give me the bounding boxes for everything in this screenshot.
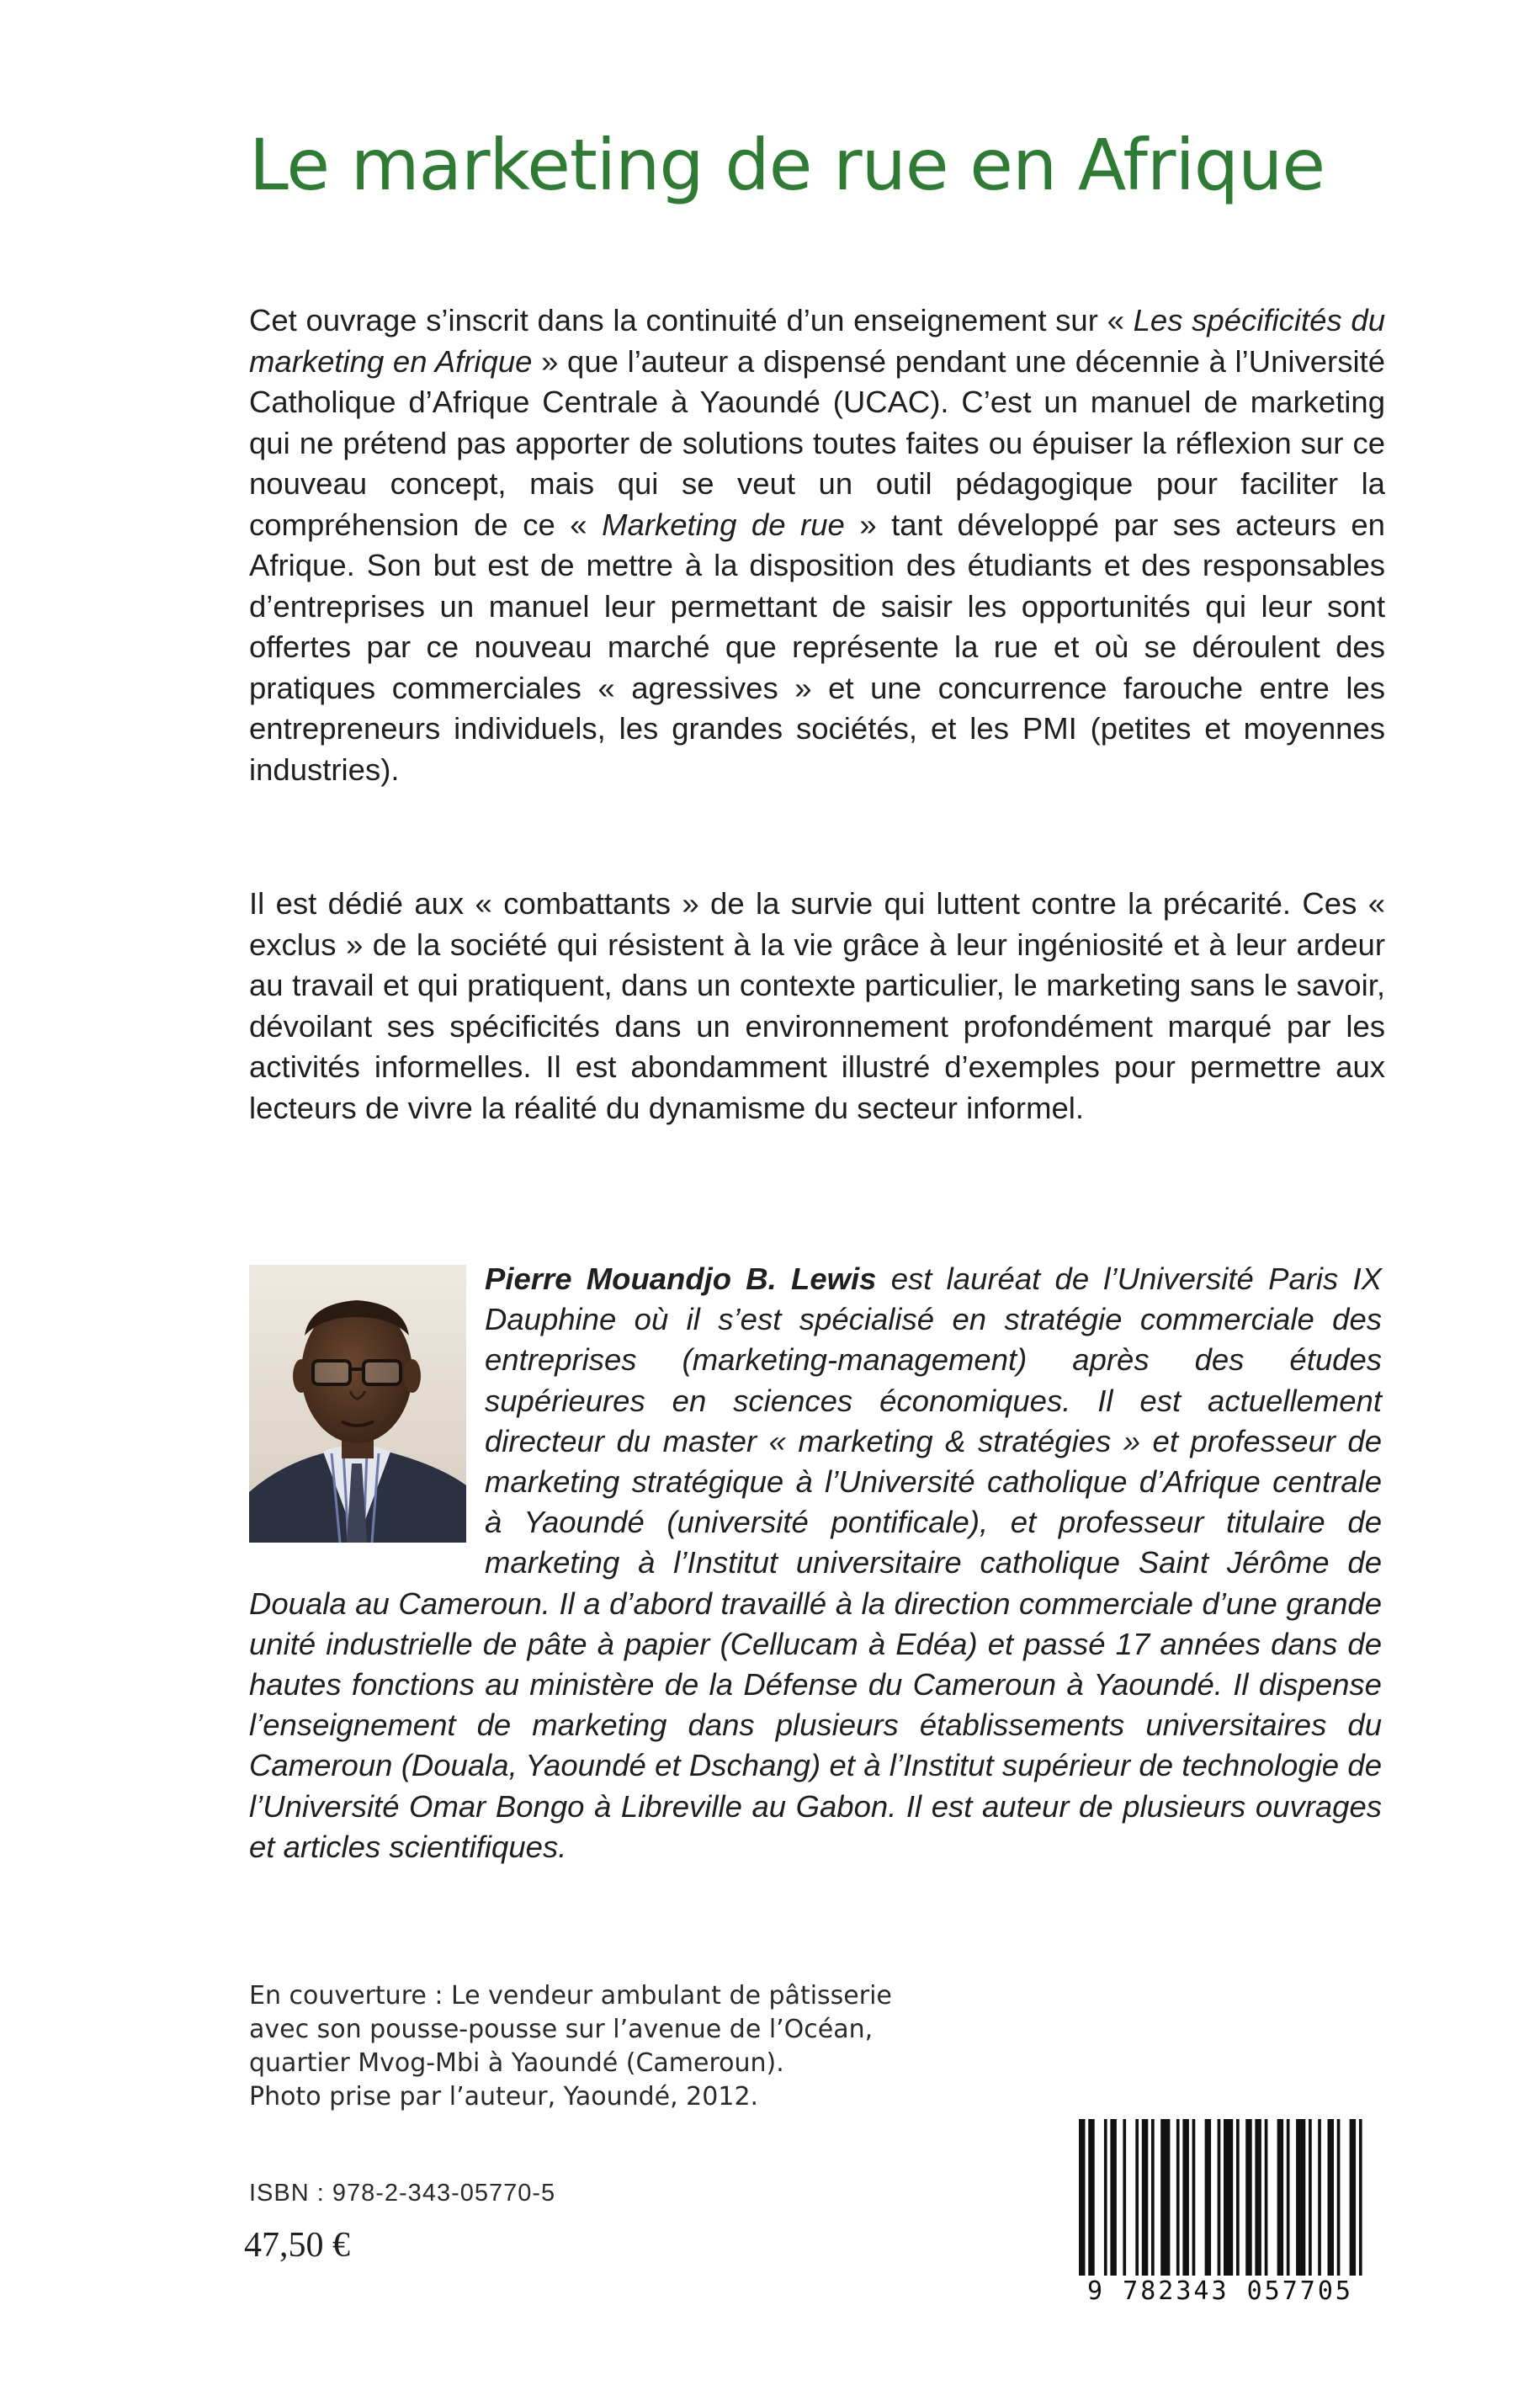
barcode-bar [1151, 2119, 1155, 2279]
barcode-bar [1318, 2119, 1321, 2279]
barcode-bar [1088, 2119, 1095, 2279]
barcode-bar [1350, 2119, 1357, 2279]
author-bio [249, 1259, 1382, 1867]
description-text: » tant développé par ses acteurs en Afrique. Son but est de mettre à la disposition des étudiants et des responsables d’entreprises un manuel leur permettant de saisir les opportunités qui leur sont offertes par ce nouveau marché que représente la rue et où se déroulent des pratiques commerciales « agressives » et une concurrence farouche entre les entrepreneurs individuels, les grandes sociétés, et les PMI (petites et moyennes industries). [249, 507, 1385, 787]
description-paragraph-2: Il est dédié aux « combattants » de la survie qui luttent contre la précarité. Ces « exclus » de la société qui résistent à la vie grâce à leur ingéniosité et à leur ardeur au travail et qui pratiquent, dans un contexte particulier, le marketing sans le savoir, dévoilant ses spécificités dans un environnement profondément marqué par les activités informelles. Il est abondamment illustré d’exemples pour permettre aux lecteurs de vivre la réalité du dynamisme du secteur informel. [249, 886, 1385, 1125]
price: 47,50 € [244, 2226, 350, 2265]
description-paragraph-1 [249, 300, 1385, 790]
barcode-bar [1265, 2119, 1268, 2279]
barcode-bar [1104, 2119, 1107, 2279]
barcode-bar [1255, 2119, 1261, 2279]
description-text: » que l’auteur a dispensé pendant une décennie à l’Université Catholique d’Afrique Centrale à Yaoundé (UCAC). C’est un manuel de marketing qui ne prétend pas apporter de solutions toutes faites ou épuiser la réflexion sur ce nouveau concept, mais qui se veut un outil pédagogique pour faciliter la compréhension de ce « [249, 343, 1386, 542]
author-name: Pierre Mouandjo B. Lewis [485, 1262, 877, 1296]
barcode-bar [1182, 2119, 1189, 2279]
barcode-bar [1205, 2119, 1212, 2279]
barcode-bar [1236, 2119, 1240, 2279]
barcode-bar [1277, 2119, 1284, 2279]
cover-caption-line: Photo prise par l’auteur, Yaoundé, 2012. [249, 2082, 759, 2111]
book-title: Le marketing de rue en Afrique [249, 124, 1325, 206]
barcode-bar [1337, 2119, 1341, 2279]
italic-course-title: Les spécificités du marketing en Afrique [249, 303, 1385, 379]
barcode-bar [1296, 2119, 1305, 2279]
barcode-bar [1328, 2119, 1335, 2279]
barcode-bar [1218, 2119, 1221, 2279]
photo-spacer [249, 1259, 485, 1548]
barcode-bar [1287, 2119, 1290, 2279]
barcode-number: 9 782343 057705 [1064, 2276, 1377, 2308]
barcode-bar [1309, 2119, 1312, 2279]
cover-caption-line: En couverture : Le vendeur ambulant de pâtisserie [249, 1981, 892, 2011]
barcode-bar [1176, 2119, 1180, 2279]
description-text: Cet ouvrage s’inscrit dans la continuité d’un enseignement sur « [249, 303, 1134, 337]
barcode-bar [1110, 2119, 1117, 2279]
barcode-bar [1160, 2119, 1170, 2279]
author-bio-text: est lauréat de l’Université Paris IX Dauphine où il s’est spécialisé en stratégie commerciale des entreprises (marketing-management) après des études supérieures en sciences économiques. Il est actuellement directeur du master « marketing & stratégies » et professeur de marketing stratégique à l’Université catholique d’Afrique centrale à Yaoundé (université pontificale), et professeur titulaire de marketing à l’Institut universitaire catholique Saint Jérôme de Douala au Cameroun. Il a d’abord travaillé à la direction commerciale d’une grande unité industrielle de pâte à papier (Cellucam à Edéa) et passé 17 années dans de hautes fonctions au ministère de la Défense du Cameroun à Yaoundé. Il dispense l’enseignement de marketing dans plusieurs établissements universitaires du Cameroun (Douala, Yaoundé et Dschang) et à l’Institut supérieur de technologie de l’Université Omar Bongo à Libreville au Gabon. Il est auteur de plusieurs ouvrages et articles scientifiques. [249, 1262, 1382, 1864]
barcode-bar [1245, 2119, 1252, 2279]
barcode-bar [1224, 2119, 1233, 2279]
barcode-bar [1192, 2119, 1196, 2279]
isbn: ISBN : 978-2-343-05770-5 [249, 2180, 556, 2207]
barcode-bar [1135, 2119, 1139, 2279]
italic-concept: Marketing de rue [602, 507, 845, 542]
cover-caption-line: avec son pousse-pousse sur l’avenue de l’Océan, [249, 2015, 874, 2044]
barcode-bar [1142, 2119, 1149, 2279]
barcode-bars [1064, 2116, 1377, 2284]
barcode-bar [1079, 2119, 1086, 2279]
cover-caption [249, 1979, 1006, 2114]
barcode [1064, 2116, 1377, 2309]
barcode-bar [1123, 2119, 1126, 2279]
cover-caption-line: quartier Mvog-Mbi à Yaoundé (Cameroun). [249, 2048, 784, 2078]
barcode-bar [1359, 2119, 1362, 2279]
